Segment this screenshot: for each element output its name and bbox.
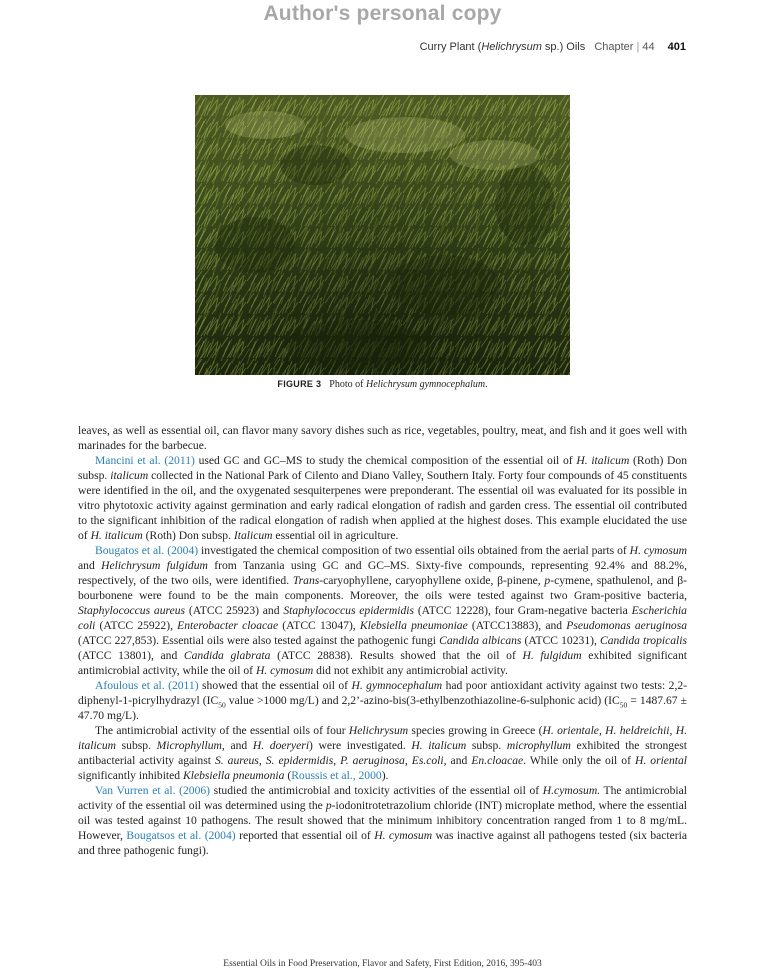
figure-label: FIGURE 3 — [277, 379, 322, 389]
running-head — [420, 41, 686, 53]
paragraph-bougatos: Bougatos et al. (2004) investigated the chemical composition of two essential oils obtained from the aerial parts of H. cymosum and Helichrysum fulgidum from Tanzania using GC and GC–MS. Sixty-five compounds, representing 92.4% and 88.2%, respectively, of the two oils, were identified. Trans-caryophyllene, caryophyllene oxide, β-pinene, p-cymene, spathulenol, and β-bourbonene were found to be the main components. Moreover, the oils were tested against two Gram-positive bacteria, Staphylococcus aureus (ATCC 25923) and Staphylococcus epidermidis (ATCC 12228), four Gram-negative bacteria Escherichia coli (ATCC 25922), Enterobacter cloacae (ATCC 13047), Klebsiella pneumoniae (ATCC13883), and Pseudomonas aeruginosa (ATCC 227,853). Essential oils were also tested against the pathogenic fungi Candida albicans (ATCC 10231), Candida tropicalis (ATCC 13801), and Candida glabrata (ATCC 28838). Results showed that the oil of H. fulgidum exhibited significant antimicrobial activity, while the oil of H. cymosum did not exhibit any antimicrobial activity. — [78, 544, 688, 677]
watermark: Author's personal copy — [263, 2, 502, 25]
figure-caption: FIGURE 3 Photo of Helichrysum gymnocephalum. — [277, 379, 488, 390]
chapter-number: 44 — [642, 41, 655, 53]
citation-link[interactable]: Afoulous et al. (2011) — [95, 679, 199, 692]
citation-link[interactable]: Roussis et al., 2000 — [291, 769, 382, 782]
paragraph-afoulous: Afoulous et al. (2011) showed that the essential oil of H. gymnocephalum had poor antioxidant activity against two tests: 2,2-diphenyl-1-picrylhydrazyl ($IC_{50}$ value >1000 mg/L) and 2,2’-azino-bis(3-ethylbenzothiazoline-6-sulphonic acid) ($IC_{50} = 1487.67 \pm 47.70$ mg/L). — [78, 679, 688, 722]
running-title: Curry Plant (Helichrysum sp.) Oils — [419, 41, 586, 53]
paragraph-mancini: Mancini et al. (2011) used GC and GC–MS to study the chemical composition of the essential oil of H. italicum (Roth) Don subsp. italicum collected in the National Park of Cilento and Diano Valley, Southern Italy. Forty four compounds of 45 constituents were identified in the oil, and the oxygenated sesquiterpenes were preponderant. The essential oil was evaluated for its possible in vitro phytotoxic activity against germination and early radical elongation of radish and garden cress. The essential oil contributed to the significant inhibition of the radical elongation of radish when applied at the highest doses. This example elucidated the use of H. italicum (Roth) Don subsp. Italicum essential oil in agriculture. — [78, 454, 688, 542]
citation-link[interactable]: Bougatos et al. (2004) — [95, 544, 199, 557]
shrub-photo-image — [195, 95, 570, 375]
body-text — [78, 423, 687, 858]
citation-link[interactable]: Van Vurren et al. (2006) — [95, 784, 211, 797]
figure-photo — [195, 95, 570, 375]
citation-link[interactable]: Bougatsos et al. (2004) — [126, 829, 236, 842]
paragraph-van-vurren: Van Vurren et al. (2006) studied the antimicrobial and toxicity activities of the essential oil of H.cymosum. The antimicrobial activity of the essential oil was determined using the p-iodonitrotetrazolium chloride (INT) microplate method, where the essential oil was tested against 10 pathogens. The result showed that the minimum inhibitory concentration ranged from 1 to 8 mg/mL. However, Bougatsos et al. (2004) reported that essential oil of H. cymosum was inactive against all pathogens tested (six bacteria and three pathogenic fungi). — [78, 784, 688, 857]
header-separator: | — [636, 41, 640, 53]
chapter-label: Chapter — [594, 41, 634, 53]
paragraph-greece: The antimicrobial activity of the essential oils of four Helichrysum species growing in Greece (H. orientale, H. heldreichii, H. italicum subsp. Microphyllum, and H. doeryeri) were investigated. H. italicum subsp. microphyllum exhibited the strongest antibacterial activity against S. aureus, S. epidermidis, P. aeruginosa, Es.coli, and En.cloacae. While only the oil of H. oriental significantly inhibited Klebsiella pneumonia (Roussis et al., 2000). — [78, 724, 688, 782]
page-footer: Essential Oils in Food Preservation, Flavor and Safety, First Edition, 2016, 395-403 — [223, 959, 542, 969]
page-number: 401 — [667, 41, 686, 53]
citation-link[interactable]: Mancini et al. (2011) — [95, 454, 195, 467]
paragraph-continued: leaves, as well as essential oil, can flavor many savory dishes such as rice, vegetables, poultry, meat, and fish and it goes well with marinades for the barbecue. — [78, 424, 687, 452]
